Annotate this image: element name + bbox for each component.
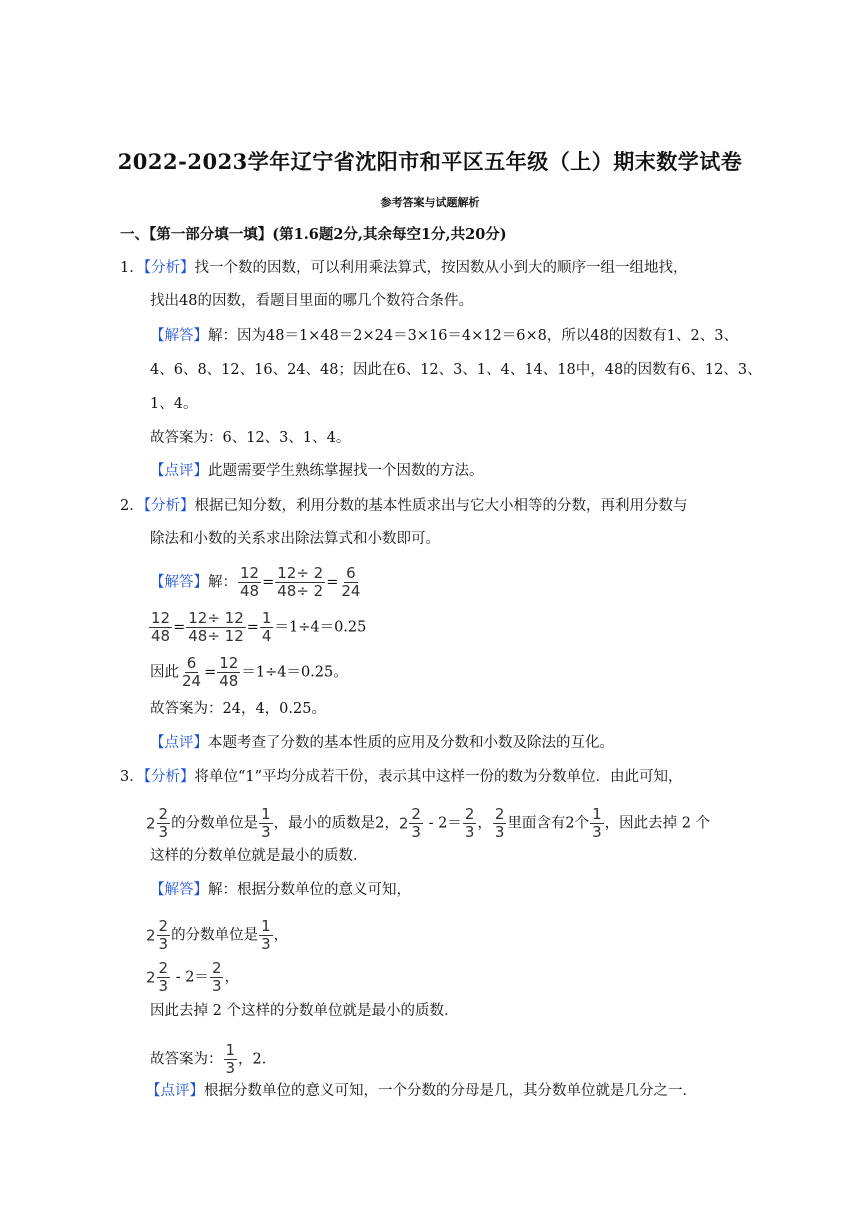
q1-answer-line — [150, 326, 738, 346]
q3-answer-step2: 2 $\frac{2}{3}$ - 2＝ $\frac{2}{3}$ ， — [146, 959, 239, 995]
fraction: $\frac{2}{3}$ — [464, 805, 475, 841]
fraction: $\frac{1}{3}$ — [261, 805, 271, 841]
section-heading: 一、【第一部分填一填】(第1.6题2分,其余每空1分,共20分) — [120, 226, 507, 243]
q2-answer-prefix: 解： — [208, 574, 237, 591]
analysis-tag: 【分析】 — [143, 498, 195, 514]
q3-comment-line — [146, 1081, 697, 1101]
q1-comment-line — [150, 461, 484, 481]
fraction: $\frac{1}{3}$ — [261, 917, 271, 953]
q2-answer-eq2: $\frac{12}{48}$ = $\frac{12\div 12}{48\div 12}$ = $\frac{1}{4}$ ＝1÷4＝0.25 — [151, 609, 367, 645]
comment-tag: 【点评】 — [150, 463, 208, 479]
q1-analysis-text: 找一个数的因数，可以利用乘法算式，按因数从小到大的顺序一组一组地找， — [194, 260, 688, 276]
comment-tag: 【点评】 — [146, 1083, 204, 1099]
fraction: $\frac{2}{3}$ — [211, 959, 222, 995]
q1-answer-cont: 4、6、8、12、16、24、48；因此在6、12、3、1、4、14、18中，48的因数有6、12、3、 — [150, 362, 762, 378]
fraction: $\frac{2}{3}$ — [158, 805, 169, 841]
q1-answer-cont2: 1、4。 — [150, 396, 198, 412]
q3-answer-text: 解：根据分数单位的意义可知， — [208, 882, 411, 898]
q3-comment-text: 根据分数单位的意义可知，一个分数的分母是几，其分数单位就是几分之一． — [204, 1083, 697, 1099]
answer-tag: 【解答】 — [150, 328, 208, 344]
q3-answer-step1: 2 $\frac{2}{3}$ 的分数单位是 $\frac{1}{3}$ ， — [146, 917, 289, 953]
fraction: $\frac{12\div 2}{48\div 2}$ — [277, 564, 324, 600]
fraction: $\frac{12}{48}$ — [151, 609, 171, 645]
q2-comment-line — [150, 733, 614, 753]
q1-analysis-line — [120, 258, 687, 278]
q3-answer-step3: 因此去掉 2 个这样的分数单位就是最小的质数． — [150, 1003, 459, 1019]
q3-answer-line — [150, 880, 411, 900]
fraction: $\frac{12}{48}$ — [219, 654, 239, 690]
page-title: 2022-2023学年辽宁省沈阳市和平区五年级（上）期末数学试卷 — [117, 149, 743, 174]
page-subtitle: 参考答案与试题解析 — [380, 196, 480, 209]
q3-analysis-cont: 这样的分数单位就是最小的质数． — [150, 848, 368, 864]
fraction: $\frac{1}{3}$ — [225, 1041, 236, 1077]
fraction: $\frac{2}{3}$ — [494, 805, 505, 841]
fraction: $\frac{1}{4}$ — [261, 609, 272, 645]
fraction: $\frac{12\div 12}{48\div 12}$ — [188, 609, 244, 645]
fraction: $\frac{2}{3}$ — [158, 959, 169, 995]
q2-analysis-line — [120, 496, 687, 516]
fraction: $\frac{6}{24}$ — [182, 654, 202, 690]
q1-final-answer: 故答案为：6、12、3、1、4。 — [150, 430, 351, 446]
analysis-tag: 【分析】 — [143, 260, 195, 276]
q2-final-answer: 故答案为：24，4，0.25。 — [150, 701, 326, 717]
fraction: $\frac{2}{3}$ — [411, 805, 421, 841]
fraction: $\frac{2}{3}$ — [158, 917, 169, 953]
q1-answer-text: 解：因为48＝1×48＝2×24＝3×16＝4×12＝6×8，所以48的因数有1、2、3、 — [208, 328, 738, 344]
fraction: $\frac{1}{3}$ — [592, 805, 602, 841]
q1-number: 1． — [120, 260, 144, 276]
q3-analysis-math-line: 2 $\frac{2}{3}$ 的分数单位是 $\frac{1}{3}$ ，最小的质数是2，2 $\frac{2}{3}$ - 2＝ $\frac{2}{3}$ ， $\frac{2}{3}$ 里面含有2个 $\frac{1}{3}$ ，因此去掉 2 个 — [146, 805, 711, 841]
q2-number: 2． — [120, 498, 144, 514]
q1-comment-text: 此题需要学生熟练掌握找一个因数的方法。 — [208, 463, 484, 479]
q2-comment-text: 本题考查了分数的基本性质的应用及分数和小数及除法的互化。 — [208, 735, 614, 751]
q2-analysis-cont: 除法和小数的关系求出除法算式和小数即可。 — [150, 531, 440, 547]
fraction: $\frac{12}{48}$ — [240, 564, 260, 600]
analysis-tag: 【分析】 — [143, 769, 195, 785]
q2-answer-eq3: 因此 $\frac{6}{24}$ = $\frac{12}{48}$ ＝1÷4＝0.25。 — [150, 654, 348, 690]
answer-tag: 【解答】 — [150, 882, 208, 898]
answer-tag: 【解答】 — [150, 574, 208, 591]
q2-answer-eq1: 【解答】解： $\frac{12}{48}$ = $\frac{12\div 2}{48\div 2}$ = $\frac{6}{24}$ — [150, 564, 361, 600]
q3-number: 3． — [120, 769, 144, 785]
fraction: $\frac{6}{24}$ — [341, 564, 361, 600]
q1-analysis-cont: 找出48的因数，看题目里面的哪几个数符合条件。 — [150, 293, 473, 309]
q3-analysis-text: 将单位“1”平均分成若干份，表示其中这样一份的数为分数单位．由此可知， — [194, 769, 683, 785]
comment-tag: 【点评】 — [150, 735, 208, 751]
q3-analysis-line — [120, 767, 683, 787]
q2-analysis-text: 根据已知分数，利用分数的基本性质求出与它大小相等的分数，再利用分数与 — [194, 498, 688, 514]
q3-final-answer: 故答案为： $\frac{1}{3}$ ，2． — [150, 1041, 277, 1077]
